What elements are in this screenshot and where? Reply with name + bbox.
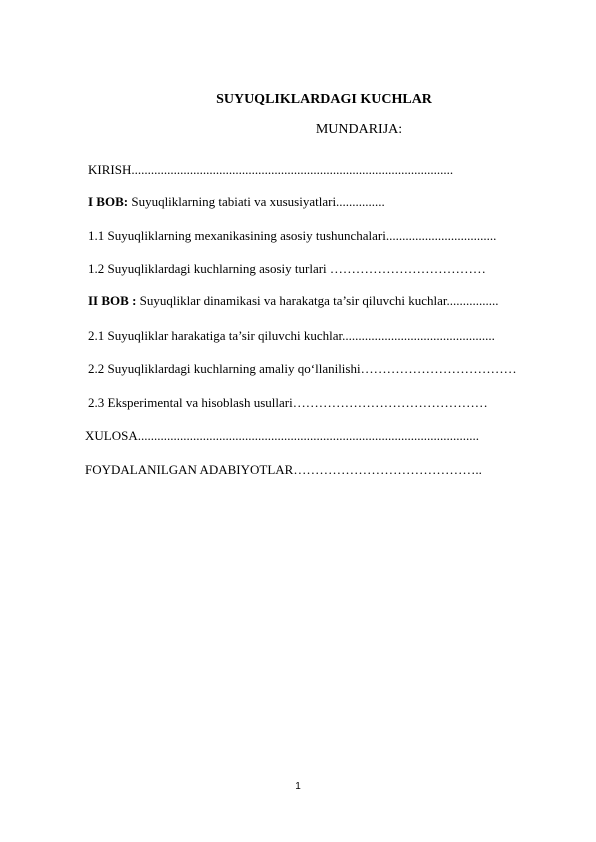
toc-entry-adabiyotlar	[85, 462, 482, 478]
toc-entry-2-3	[88, 395, 488, 411]
toc-entry-chapter-2	[88, 293, 499, 309]
toc-entry-text: 2.1 Suyuqliklar harakatiga ta’sir qiluvchi kuchlar...............................................	[88, 328, 495, 343]
page-number: 1	[295, 781, 301, 792]
toc-entry-text: 1.2 Suyuqliklardagi kuchlarning asosiy turlari ………………………………	[88, 261, 486, 276]
page-title: SUYUQLIKLARDAGI KUCHLAR	[216, 92, 432, 107]
toc-entry-text: Suyuqliklar dinamikasi va harakatga ta’sir qiluvchi kuchlar................	[136, 293, 499, 308]
toc-heading: MUNDARIJA:	[315, 122, 403, 137]
toc-entry-text: XULOSA.........................................................................................................	[85, 428, 479, 443]
toc-entry-1-1	[88, 228, 496, 244]
toc-entry-kirish	[88, 162, 453, 178]
toc-entry-text: 1.1 Suyuqliklarning mexanikasining asosiy tushunchalari..................................	[88, 228, 497, 243]
toc-entry-2-1	[88, 328, 495, 344]
toc-entry-text: FOYDALANILGAN ADABIYOTLAR……………………………………..	[85, 462, 482, 477]
toc-entry-text: 2.3 Eksperimental va hisoblash usullari………………………………………	[88, 395, 488, 410]
toc-entry-text: 2.2 Suyuqliklardagi kuchlarning amaliy qo‘llanilishi………………………………	[88, 361, 517, 376]
toc-entry-1-2	[88, 261, 486, 277]
toc-entry-text: KIRISH...................................................................................................	[88, 162, 454, 177]
toc-entry-prefix: II BOB :	[88, 293, 137, 308]
toc-entry-text: Suyuqliklarning tabiati va xususiyatlari...............	[128, 194, 385, 209]
toc-entry-2-2	[88, 361, 517, 377]
toc-entry-xulosa	[85, 428, 479, 444]
toc-entry-prefix: I BOB:	[88, 194, 129, 209]
toc-entry-chapter-1	[88, 194, 385, 210]
